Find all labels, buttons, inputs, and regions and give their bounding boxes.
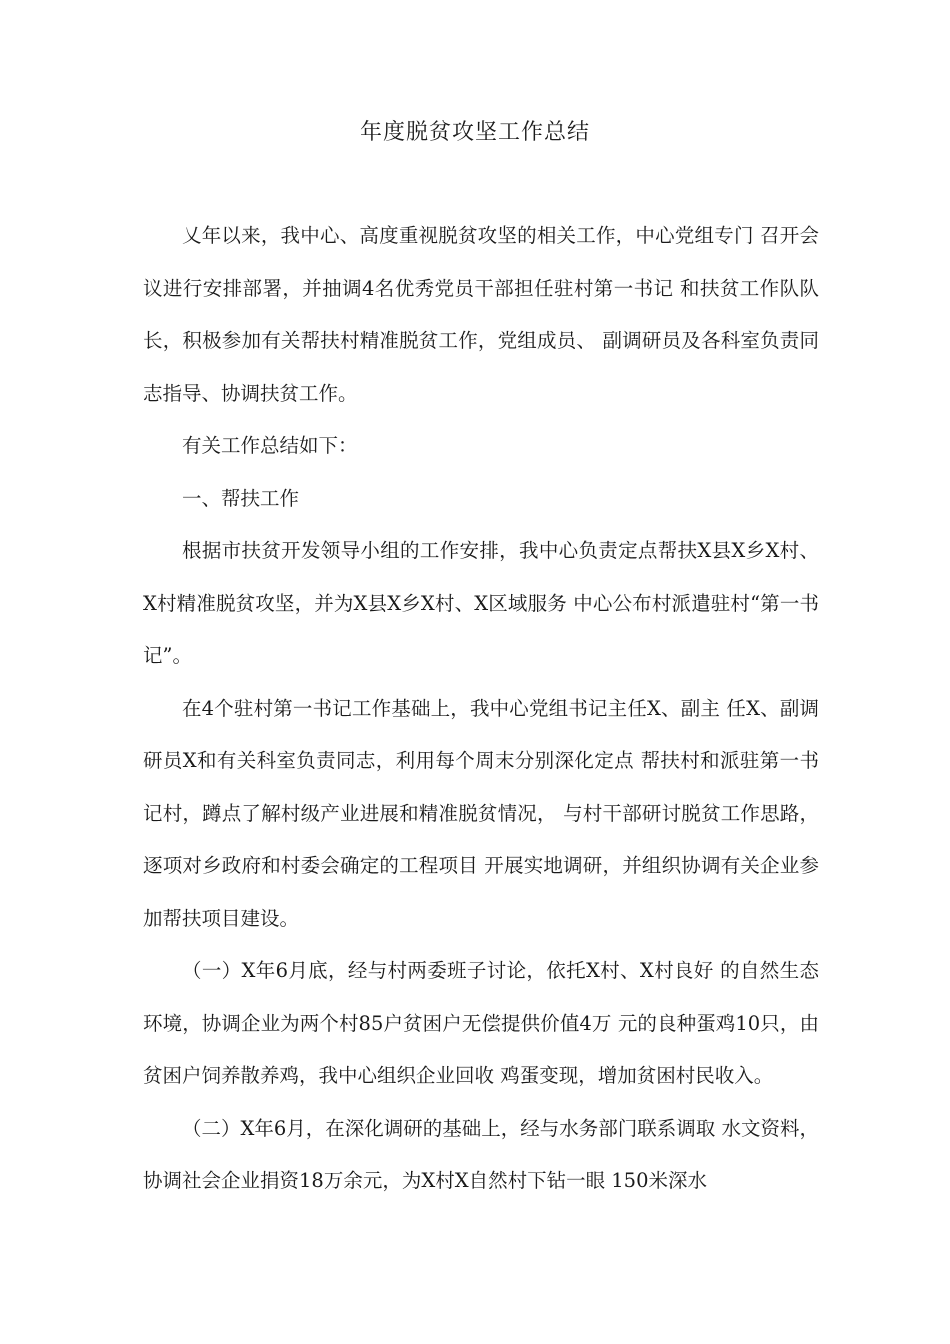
paragraph-intro: 乂年以来，我中心、高度重视脱贫攻坚的相关工作，中心党组专门 召开会议进行安排部署，并抽调4名优秀党员干部担任驻村第一书记 和扶贫工作队队长，积极参加有关帮扶村精准脱贫工作，党组成员、 副调研员及各科室负责同志指导、协调扶贫工作。: [143, 224, 819, 405]
section-heading-assistance: 一、帮扶工作: [182, 486, 300, 510]
paragraph-item-two: （二）X年6月，在深化调研的基础上，经与水务部门联系调取 水文资料，协调社会企业捐资18万余元，为X村X自然村下钻一眼 150米深水: [143, 1116, 819, 1192]
document-title: 年度脱贫攻坚工作总结: [359, 120, 590, 145]
paragraph-summary-lead: 有关工作总结如下：: [182, 434, 358, 457]
document-body: [143, 210, 819, 1208]
paragraph-item-one: （一）X年6月底，经与村两委班子讨论，依托X村、X村良好 的自然生态环境，协调企业为两个村85户贫困户无偿提供价值4万 元的良种蛋鸡10只，由贫困户饲养散养鸡，我中心组织企业回收 鸡蛋变现，增加贫困村民收入。: [143, 959, 819, 1087]
paragraph-first-secretary: 在4个驻村第一书记工作基础上，我中心党组书记主任X、副主 任X、副调研员X和有关科室负责同志，利用每个周末分别深化定点 帮扶村和派驻第一书记村，蹲点了解村级产业进展和精准脱贫情况， 与村干部研讨脱贫工作思路，逐项对乡政府和村委会确定的工程项目 开展实地调研，并组织协调有关企业参加帮扶项目建设。: [143, 696, 819, 930]
paragraph-assignment: 根据市扶贫开发领导小组的工作安排，我中心负责定点帮扶X县X乡X村、X村精准脱贫攻坚，并为X县X乡X村、X区域服务 中心公布村派遣驻村“第一书记”。: [143, 539, 819, 667]
